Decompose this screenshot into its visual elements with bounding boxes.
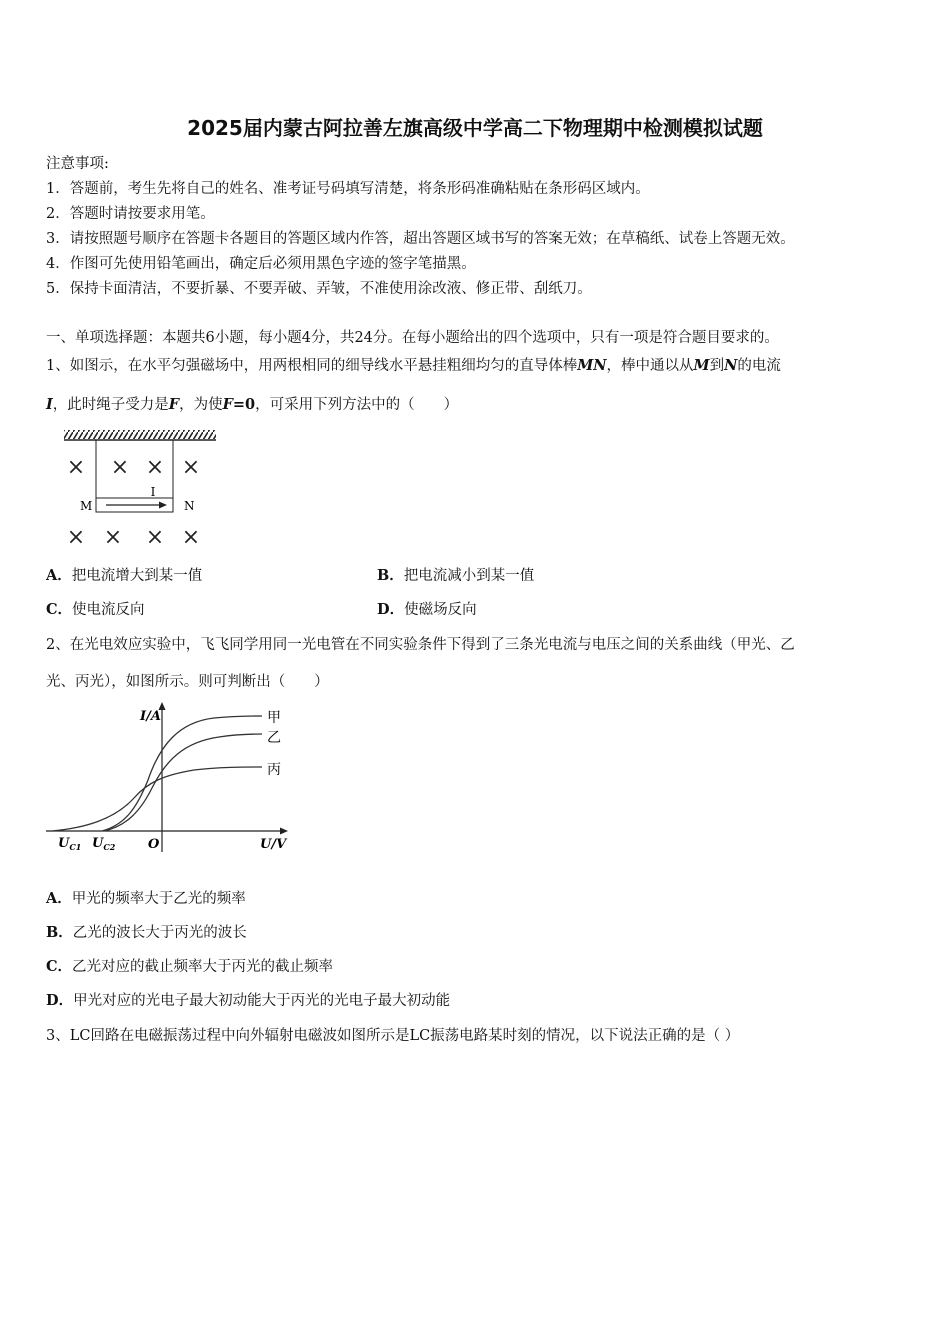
notice-item-1: 1．答题前，考生先将自己的姓名、准考证号码填写清楚，将条形码准确粘贴在条形码区域内。 <box>46 181 650 197</box>
question-1-line-1 <box>46 354 781 375</box>
q1-var-n: N <box>724 357 738 374</box>
cross-mark: × <box>66 525 86 550</box>
q1-option-c[interactable] <box>46 598 145 619</box>
origin-label: O <box>148 837 160 852</box>
question-3-line-1: 3、LC回路在电磁振荡过程中向外辐射电磁波如图所示是LC振荡电路某时刻的情况，以下说法正确的是（ ） <box>46 1028 740 1044</box>
curve-label-bing: 丙 <box>267 762 281 778</box>
q1-eq-zero: =0 <box>232 396 256 413</box>
x-axis-arrow <box>280 828 288 835</box>
curve-jia <box>102 716 262 831</box>
q1-text-d: 的电流 <box>737 358 781 374</box>
uc2-label <box>92 836 116 852</box>
option-text: 使磁场反向 <box>404 602 477 618</box>
cross-mark: × <box>181 455 201 480</box>
q1-option-b[interactable] <box>377 564 534 585</box>
uc1-label <box>58 836 81 852</box>
q1-text-e: ，此时绳子受力是 <box>52 397 169 413</box>
q1-var-f0: F <box>222 396 233 413</box>
cross-mark: × <box>181 525 201 550</box>
section-heading: 一、单项选择题：本题共6小题，每小题4分，共24分。在每小题给出的四个选项中，只有一项是符合题目要求的。 <box>46 330 779 346</box>
notice-item-4: 4．作图可先使用铅笔画出，确定后必须用黑色字迹的签字笔描黑。 <box>46 256 476 272</box>
q1-var-i: I <box>46 396 53 413</box>
current-arrow-head <box>159 502 167 509</box>
option-text: 甲光的频率大于乙光的频率 <box>71 891 246 907</box>
ceiling-hatch <box>64 430 216 439</box>
curve-label-jia: 甲 <box>267 710 281 726</box>
q2-figure <box>44 700 294 860</box>
page-title: 2025届内蒙古阿拉善左旗高级中学高二下物理期中检测模拟试题 <box>187 116 763 140</box>
option-text: 使电流反向 <box>72 602 145 618</box>
q2-option-c[interactable] <box>46 955 333 976</box>
option-text: 把电流减小到某一值 <box>403 568 535 584</box>
option-key: A． <box>46 567 72 584</box>
cross-mark: × <box>66 455 86 480</box>
q1-var-m: M <box>693 357 710 374</box>
q1-var-f: F <box>168 396 180 413</box>
q1-text-b: ，棒中通以从 <box>606 358 694 374</box>
label-m: M <box>80 499 93 513</box>
option-key: D． <box>46 992 74 1009</box>
q1-figure <box>58 424 228 554</box>
uc1-sub: C1 <box>69 842 82 852</box>
option-text: 乙光对应的截止频率大于丙光的截止频率 <box>72 959 334 975</box>
option-text: 甲光对应的光电子最大初动能大于丙光的光电子最大初动能 <box>73 993 451 1009</box>
option-key: D． <box>377 601 405 618</box>
option-key: C． <box>46 958 73 975</box>
cross-mark: × <box>103 525 123 550</box>
q2-option-d[interactable] <box>46 989 450 1010</box>
q2-option-a[interactable] <box>46 887 246 908</box>
curve-label-yi: 乙 <box>267 730 281 746</box>
curve-bing <box>52 767 262 831</box>
label-i: I <box>150 485 156 499</box>
cross-mark: × <box>145 525 165 550</box>
q1-var-mn: MN <box>577 357 607 374</box>
x-axis-label: U/V <box>260 837 287 852</box>
q1-text-g: ，可采用下列方法中的（ ） <box>255 397 459 413</box>
notice-item-3: 3．请按照题号顺序在答题卡各题目的答题区域内作答，超出答题区域书写的答案无效；在草稿纸、试卷上答题无效。 <box>46 231 795 247</box>
cross-mark: × <box>110 455 130 480</box>
option-key: C． <box>46 601 73 618</box>
q1-text-f: ，为使 <box>179 397 223 413</box>
option-key: A． <box>46 890 72 907</box>
option-key: B． <box>377 567 404 584</box>
question-2-line-1: 2、在光电效应实验中，飞飞同学用同一光电管在不同实验条件下得到了三条光电流与电压之间的关系曲线（甲光、乙 <box>46 637 795 653</box>
q1-text-c: 到 <box>709 358 725 374</box>
option-text: 把电流增大到某一值 <box>71 568 203 584</box>
uc2-sub: C2 <box>103 842 116 852</box>
option-text: 乙光的波长大于丙光的波长 <box>72 925 247 941</box>
q1-option-d[interactable] <box>377 598 477 619</box>
cross-mark: × <box>145 455 165 480</box>
q1-option-a[interactable] <box>46 564 202 585</box>
q2-option-b[interactable] <box>46 921 247 942</box>
uc1-main: U <box>58 836 70 851</box>
q1-text-a: 1、如图示，在水平匀强磁场中，用两根相同的细导线水平悬挂粗细均匀的直导体棒 <box>46 358 578 374</box>
label-n: N <box>184 499 195 513</box>
notice-item-2: 2．答题时请按要求用笔。 <box>46 206 215 222</box>
uc2-main: U <box>92 836 104 851</box>
y-axis-label: I/A <box>140 709 161 724</box>
question-2-line-2: 光、丙光），如图所示。则可判断出（ ） <box>46 674 329 690</box>
option-key: B． <box>46 924 73 941</box>
notice-item-5: 5．保持卡面清洁，不要折暴、不要弄破、弄皱，不准使用涂改液、修正带、刮纸刀。 <box>46 281 592 297</box>
question-1-line-2 <box>46 393 458 414</box>
notice-heading: 注意事项: <box>46 156 109 172</box>
